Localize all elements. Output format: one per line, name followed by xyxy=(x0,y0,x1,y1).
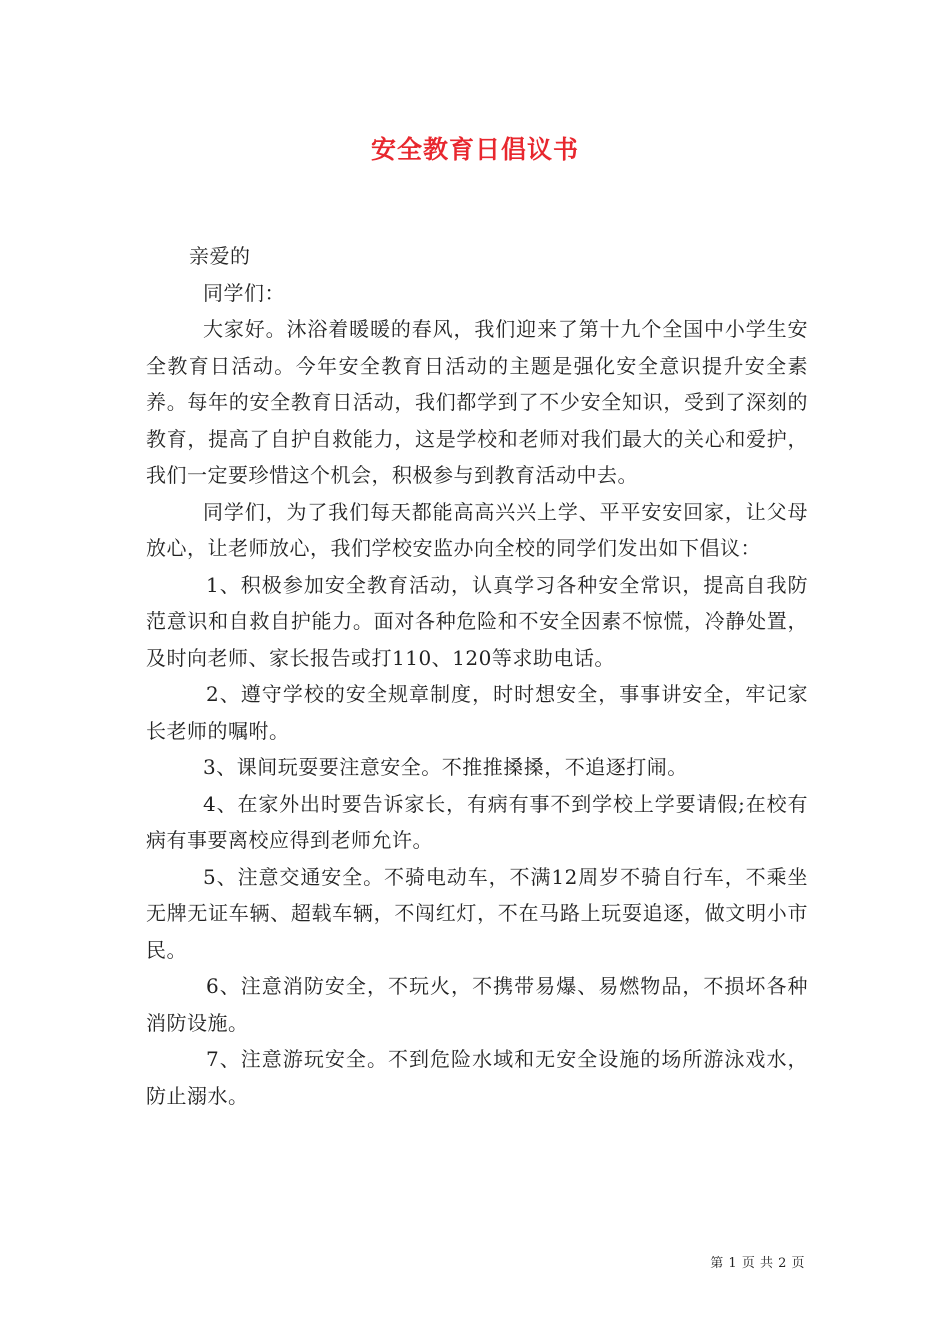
salutation-line-1: 亲爱的 xyxy=(189,244,251,268)
proposal-item-4: 4、在家外出时要告诉家长，有病有事不到学校上学要请假;在校有病有事要离校应得到老师允许。 xyxy=(146,791,808,852)
proposal-item-6: 6、注意消防安全，不玩火，不携带易爆、易燃物品，不损坏各种消防设施。 xyxy=(146,974,808,1035)
proposal-item-3: 3、课间玩耍要注意安全。不推推搡搡，不追逐打闹。 xyxy=(203,755,688,779)
document-body xyxy=(146,238,808,1114)
proposal-item-1: 1、积极参加安全教育活动，认真学习各种安全常识，提高自我防范意识和自救自护能力。面对各种危险和不安全因素不惊慌，冷静处置，及时向老师、家长报告或打110、120等求助电话。 xyxy=(146,572,808,670)
document-title: 安全教育日倡议书 xyxy=(370,135,579,164)
proposal-item-2: 2、遵守学校的安全规章制度，时时想安全，事事讲安全，牢记家长老师的嘱咐。 xyxy=(146,682,808,743)
proposal-item-5: 5、注意交通安全。不骑电动车，不满12周岁不骑自行车，不乘坐无牌无证车辆、超载车辆，不闯红灯，不在马路上玩耍追逐，做文明小市民。 xyxy=(146,864,808,962)
page-number-footer: 第 1 页 共 2 页 xyxy=(710,1256,805,1271)
paragraph-greeting: 大家好。沐浴着暖暖的春风，我们迎来了第十九个全国中小学生安全教育日活动。今年安全教育日活动的主题是强化安全意识提升安全素养。每年的安全教育日活动，我们都学到了不少安全知识，受到了深刻的教育，提高了自护自救能力，这是学校和老师对我们最大的关心和爱护，我们一定要珍惜这个机会，积极参与到教育活动中去。 xyxy=(146,317,808,487)
salutation-line-2: 同学们： xyxy=(203,280,285,305)
paragraph-intro: 同学们，为了我们每天都能高高兴兴上学、平平安安回家，让父母放心，让老师放心，我们学校安监办向全校的同学们发出如下倡议： xyxy=(146,499,808,560)
proposal-item-7: 7、注意游玩安全。不到危险水域和无安全设施的场所游泳戏水，防止溺水。 xyxy=(146,1047,808,1108)
